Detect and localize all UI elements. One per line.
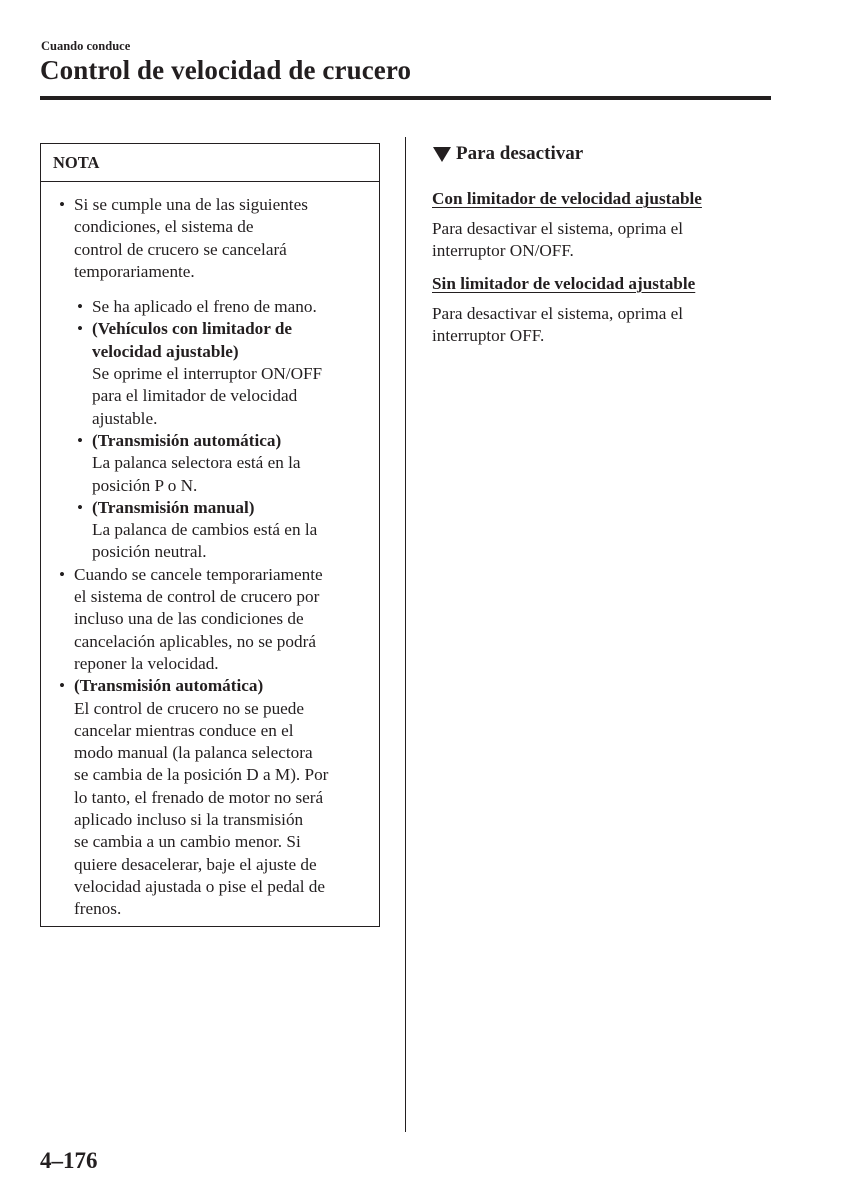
bullet: • <box>58 564 66 584</box>
note-line: se cambia de la posición D a M). Por <box>74 765 329 785</box>
note-line: Cuando se cancele temporariamente <box>74 564 323 584</box>
note-line: posición neutral. <box>92 542 207 562</box>
section-label: Cuando conduce <box>41 39 131 53</box>
note-line: lo tanto, el frenado de motor no será <box>74 787 324 807</box>
subsection-heading: Con limitador de velocidad ajustable <box>432 189 702 208</box>
note-item <box>58 675 365 920</box>
note-line: reponer la velocidad. <box>74 653 219 673</box>
note-bold-line: velocidad ajustable) <box>92 341 239 361</box>
note-line: Si se cumple una de las siguientes <box>74 195 308 214</box>
note-line: Se ha aplicado el freno de mano. <box>92 297 317 317</box>
note-bold-line: (Transmisión manual) <box>92 497 255 517</box>
note-item <box>58 564 365 675</box>
note-line: se cambia a un cambio menor. Si <box>74 832 301 852</box>
note-bold-line: (Vehículos con limitador de <box>92 319 293 339</box>
note-line: El control de crucero no se puede <box>74 698 305 718</box>
note-subitem <box>76 296 365 318</box>
bullet: • <box>58 676 66 696</box>
note-body <box>41 182 379 921</box>
bullet: • <box>76 497 84 517</box>
paragraph-line: Para desactivar el sistema, oprima el <box>432 219 684 238</box>
paragraph-line: Para desactivar el sistema, oprima el <box>432 303 684 323</box>
section-heading-text: Para desactivar <box>456 143 584 164</box>
note-line: incluso una de las condiciones de <box>74 609 304 629</box>
note-line: ajustable. <box>92 408 158 428</box>
note-line: La palanca de cambios está en la <box>92 520 318 540</box>
paragraph-line: interruptor OFF. <box>432 325 545 345</box>
note-line: posición P o N. <box>92 475 198 495</box>
bullet: • <box>76 430 84 450</box>
note-line: aplicado incluso si la transmisión <box>74 810 304 830</box>
section-heading <box>432 143 772 165</box>
page-number: 4–176 <box>40 1148 98 1173</box>
column-divider <box>405 137 406 1132</box>
note-line: cancelación aplicables, no se podrá <box>74 631 316 651</box>
page-title: Control de velocidad de crucero <box>40 55 412 85</box>
note-box <box>40 143 380 927</box>
note-line: temporariamente. <box>74 261 195 281</box>
note-line: el sistema de control de crucero por <box>74 587 320 607</box>
note-line: para el limitador de velocidad <box>92 386 298 406</box>
note-heading: NOTA <box>41 144 379 182</box>
note-line: modo manual (la palanca selectora <box>74 743 313 763</box>
triangle-down-icon <box>433 147 451 162</box>
note-line: Se oprime el interruptor ON/OFF <box>92 364 323 384</box>
note-sublist <box>74 296 365 564</box>
note-line: condiciones, el sistema de <box>74 217 254 237</box>
right-column <box>432 143 772 347</box>
paragraph <box>432 303 772 348</box>
note-line: quiere desacelerar, baje el ajuste de <box>74 854 317 874</box>
note-subitem <box>76 318 365 429</box>
note-item <box>58 194 365 564</box>
title-rule <box>40 96 771 100</box>
bullet: • <box>76 297 84 317</box>
subsection-heading: Sin limitador de velocidad ajustable <box>432 273 696 293</box>
paragraph <box>432 218 772 263</box>
note-subitem <box>76 497 365 564</box>
note-line: cancelar mientras conduce en el <box>74 720 294 740</box>
bullet: • <box>76 319 84 339</box>
note-subitem <box>76 430 365 497</box>
bullet: • <box>58 195 66 214</box>
note-line: frenos. <box>74 899 122 919</box>
note-bold-line: (Transmisión automática) <box>74 676 264 696</box>
paragraph-line: interruptor ON/OFF. <box>432 241 574 261</box>
note-line: La palanca selectora está en la <box>92 453 301 473</box>
note-bold-line: (Transmisión automática) <box>92 430 282 450</box>
note-line: velocidad ajustada o pise el pedal de <box>74 876 326 896</box>
note-line: control de crucero se cancelará <box>74 239 287 259</box>
